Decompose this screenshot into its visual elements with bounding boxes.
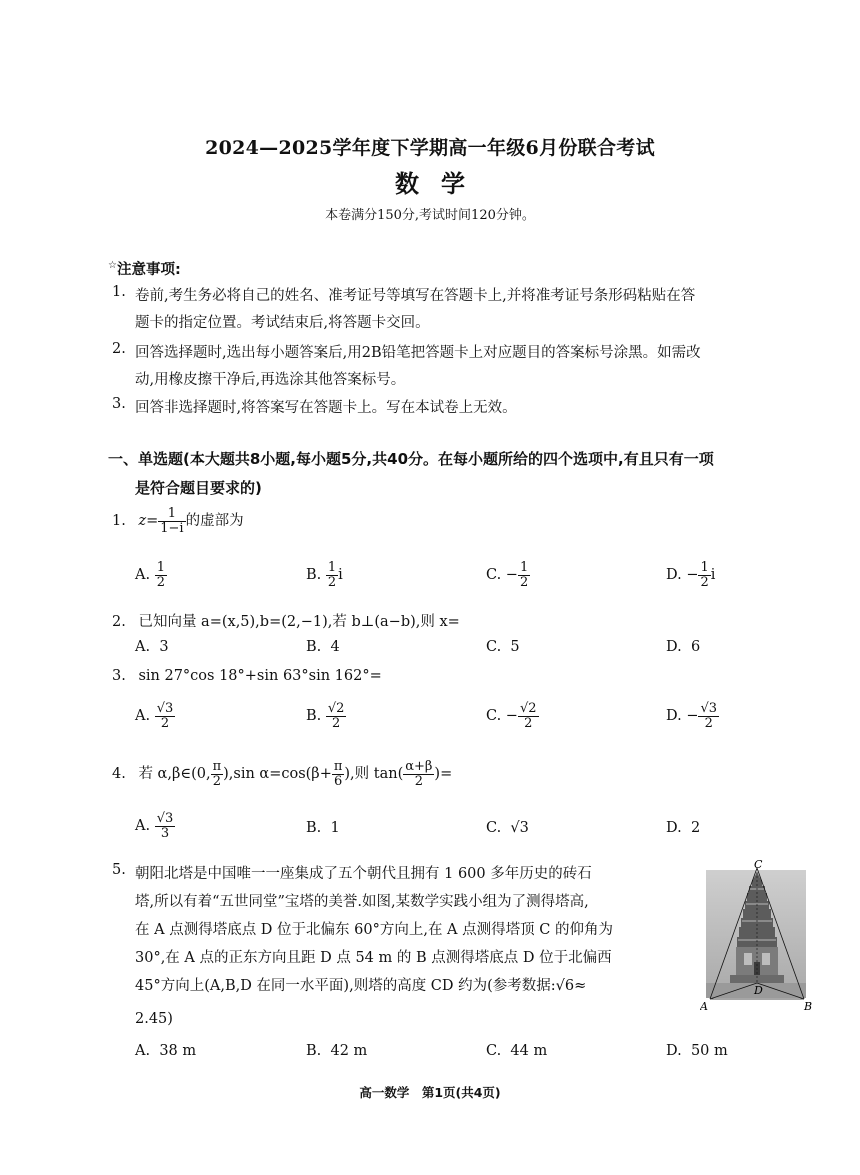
notice-heading bbox=[108, 258, 181, 279]
point-a-label: A bbox=[700, 1000, 708, 1013]
section-heading-line-1: 一、单选题(本大题共8小题,每小题5分,共40分。在每小题所给的四个选项中,有且只有一项 bbox=[108, 450, 714, 468]
q5-option-d[interactable]: D. 50 m bbox=[666, 1043, 728, 1059]
notice-heading-text: 注意事项: bbox=[116, 262, 181, 278]
question-3-text: sin 27°cos 18°+sin 63°sin 162°= bbox=[138, 668, 382, 684]
notice-item-2-num: 2. bbox=[112, 341, 126, 357]
question-5-num: 5. bbox=[112, 862, 126, 878]
q3-option-b[interactable]: B. $\frac{√2}{2}$ bbox=[306, 701, 345, 731]
question-4-num: 4. bbox=[112, 766, 126, 783]
question-2-num: 2. bbox=[112, 614, 126, 630]
q1-option-b[interactable]: B. $\frac{1}{2}$ i bbox=[306, 560, 343, 590]
q2-option-d[interactable]: D. 6 bbox=[666, 639, 701, 655]
notice-item-1-line-1: 卷前,考生务必将自己的姓名、准考证号等填写在答题卡上,并将准考证号条形码粘贴在答 bbox=[135, 288, 696, 304]
point-d-label: D bbox=[754, 984, 763, 997]
question-5-line-6: 2.45) bbox=[135, 1011, 173, 1027]
notice-item-3-line-1: 回答非选择题时,将答案写在答题卡上。写在本试卷上无效。 bbox=[135, 400, 517, 416]
q4-option-d[interactable]: D. 2 bbox=[666, 820, 701, 836]
exam-info: 本卷满分150分,考试时间120分钟。 bbox=[325, 208, 535, 223]
q5-option-c[interactable]: C. 44 m bbox=[486, 1043, 548, 1059]
q3-option-a[interactable]: A. $\frac{√3}{2}$ bbox=[135, 701, 174, 731]
question-1-fraction: $\frac{1}{1-i}$ bbox=[160, 506, 184, 536]
q5-option-b[interactable]: B. 42 m bbox=[306, 1043, 368, 1059]
q4-option-b[interactable]: B. 1 bbox=[306, 820, 340, 836]
question-2 bbox=[112, 610, 460, 631]
question-1-num: 1. bbox=[112, 513, 126, 530]
q4-option-a[interactable]: A. $\frac{√3}{3}$ bbox=[135, 811, 174, 841]
notice-item-1-num: 1. bbox=[112, 284, 126, 300]
notice-item-1-line-2: 题卡的指定位置。考试结束后,将答题卡交回。 bbox=[135, 315, 430, 331]
question-5-line-4: 30°,在 A 点的正东方向且距 D 点 54 m 的 B 点测得塔底点 D 位于北偏西 bbox=[135, 950, 612, 966]
exam-title: 2024—2025学年度下学期高一年级6月份联合考试 bbox=[205, 137, 655, 159]
notice-item-3-num: 3. bbox=[112, 396, 126, 412]
q1-option-a[interactable]: A. $\frac{1}{2}$ bbox=[135, 560, 165, 590]
notice-item-2-line-2: 动,用橡皮擦干净后,再选涂其他答案标号。 bbox=[135, 372, 406, 388]
question-1-text: 的虚部为 bbox=[185, 513, 244, 530]
page-footer: 高一数学 第1页(共4页) bbox=[359, 1085, 501, 1100]
point-c-label: C bbox=[754, 858, 763, 871]
pagoda-figure bbox=[700, 858, 818, 1016]
q2-option-b[interactable]: B. 4 bbox=[306, 639, 340, 655]
question-1-eq: = bbox=[146, 513, 159, 530]
subject-title: 数学 bbox=[395, 169, 487, 198]
question-5-line-1: 朝阳北塔是中国唯一一座集成了五个朝代且拥有 1 600 多年历史的砖石 bbox=[135, 866, 592, 882]
q2-option-a[interactable]: A. 3 bbox=[135, 639, 169, 655]
question-4: 4. 若 α,β∈(0, $\frac{\pi}{2}$ ),sin α=cos(β+ $\frac{\pi}{6}$ ),则 tan( $\frac{\alpha+\beta}{2}$ )= bbox=[112, 759, 453, 789]
question-5-line-5: 45°方向上(A,B,D 在同一水平面),则塔的高度 CD 约为(参考数据:√6≈ bbox=[135, 978, 587, 994]
q1-option-d[interactable]: D. − $\frac{1}{2}$ i bbox=[666, 560, 716, 590]
q5-option-a[interactable]: A. 38 m bbox=[135, 1043, 197, 1059]
question-5-line-2: 塔,所以有着“五世同堂”宝塔的美誉.如图,某数学实践小组为了测得塔高, bbox=[135, 894, 589, 910]
question-3 bbox=[112, 668, 382, 684]
q1-option-c[interactable]: C. − $\frac{1}{2}$ bbox=[486, 560, 529, 590]
section-heading-line-2: 是符合题目要求的) bbox=[135, 479, 262, 497]
question-1 bbox=[112, 507, 244, 535]
question-1-var: z bbox=[138, 513, 147, 530]
question-3-num: 3. bbox=[112, 668, 126, 684]
q3-option-c[interactable]: C. − $\frac{√2}{2}$ bbox=[486, 701, 537, 731]
question-5-line-3: 在 A 点测得塔底点 D 位于北偏东 60°方向上,在 A 点测得塔顶 C 的仰角为 bbox=[135, 922, 613, 938]
q2-option-c[interactable]: C. 5 bbox=[486, 639, 520, 655]
star-icon: ☆ bbox=[108, 260, 117, 272]
question-2-text: 已知向量 a=(x,5),b=(2,−1),若 b⊥(a−b),则 x= bbox=[138, 614, 460, 630]
q3-option-d[interactable]: D. − $\frac{√3}{2}$ bbox=[666, 701, 718, 731]
point-b-label: B bbox=[804, 1000, 813, 1013]
q4-option-c[interactable]: C. √3 bbox=[486, 820, 529, 836]
notice-item-2-line-1: 回答选择题时,选出每小题答案后,用2B铅笔把答题卡上对应题目的答案标号涂黑。如需改 bbox=[135, 345, 701, 361]
pagoda-illustration bbox=[700, 858, 818, 1016]
